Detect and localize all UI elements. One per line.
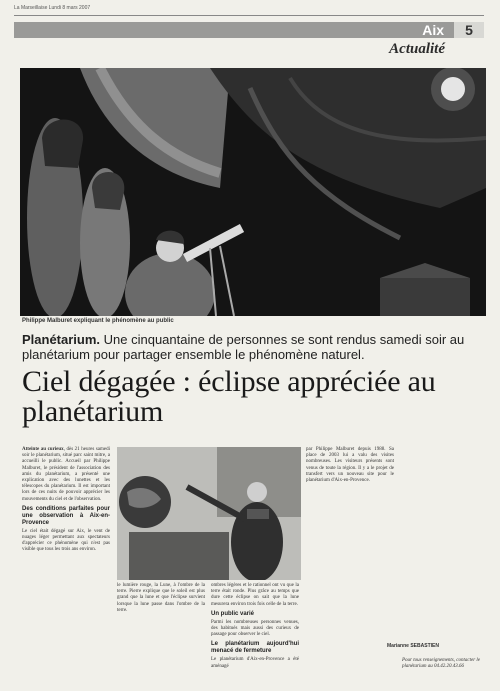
column-4	[306, 447, 394, 484]
col3-subhead: Un public varié	[211, 610, 255, 617]
col1-text2: Le ciel était dégagé sur Aix, le vent de nuages léger permettant aux spectateurs d'apprécier ce phénomène qui n'est pas visible que tous les trois ans environ.	[22, 528, 110, 553]
planetarium-illustration	[117, 447, 301, 580]
col1-lead: Atteinte au curieux	[22, 447, 64, 452]
col2-text: le lumière rouge, la Lune, à l'ombre de la terre. Pierre explique que le soleil est plus grand que la lune et que l'éclipse survient lorsque la lune passe dans l'ombre de la terre.	[117, 583, 205, 613]
city-label: Aix	[422, 22, 444, 38]
main-photo	[20, 68, 486, 316]
second-photo	[117, 447, 301, 580]
chapo-lead: Planétarium.	[22, 332, 101, 347]
photo-caption: Philippe Malburet expliquant le phénomène au public	[22, 318, 174, 324]
masthead: La Marseillaise Lundi 8 mars 2007	[14, 5, 484, 16]
page-number: 5	[454, 22, 484, 38]
col3-text2: Parmi les nombreuses personnes venues, des habitués mais aussi des curieux de passage pour observer le ciel.	[211, 619, 299, 638]
chapo-text: Une cinquantaine de personnes se sont rendus samedi soir au planétarium pour partager ensemble le phénomène naturel.	[22, 332, 465, 362]
section-band	[14, 22, 484, 38]
column-3	[211, 583, 299, 670]
headline: Ciel dégagée : éclipse appréciée au planétarium	[22, 365, 436, 428]
col3-subhead-2: Le planétarium aujourd'hui menacé de fermeture	[211, 641, 299, 655]
section-title: Actualité	[389, 41, 445, 57]
chapo	[22, 332, 477, 362]
column-1	[22, 447, 110, 554]
night-sky-illustration	[20, 68, 486, 316]
col1-text: , dès 21 heures samedi soir le planétarium, situé parc saint mitre, a accueilli le public. Accueil par Philippe Malburet, le président de l'association des amis du planétarium, a présenté une explication avec des lunettes et les télescopes du planétarium. Il est important lors de ces nuits de pouvoir apprécier les mouvements du ciel et de l'observation.	[22, 447, 110, 502]
signature: Marianne SEBASTIEN	[387, 643, 439, 649]
col4-text: par Philippe Malburet depuis 1988. Sa place de 2003 lui a valu des visites nombreuses. Les visiteurs présents sont venus de toute la région. Il y a le projet de transfert vers un nouveau site pour le planétarium d'Aix-en-Provence.	[306, 447, 394, 484]
col3-text3: Le planétarium d'Aix-en-Provence a été aménagé	[211, 657, 299, 669]
column-2	[117, 583, 205, 614]
col1-subhead: Des conditions parfaites pour une observation à Aix-en-Provence	[22, 505, 110, 526]
contact-note: Pour tous renseignements, contacter le planétarium au 04.42.20.43.66	[402, 658, 480, 669]
col3-text: ombres légères et le rationnel ont vu que la terre était ronde. Plus grâce au temps que dure cette éclipse on sait que la lune mesurera environ trois fois celle de la terre.	[211, 583, 299, 607]
